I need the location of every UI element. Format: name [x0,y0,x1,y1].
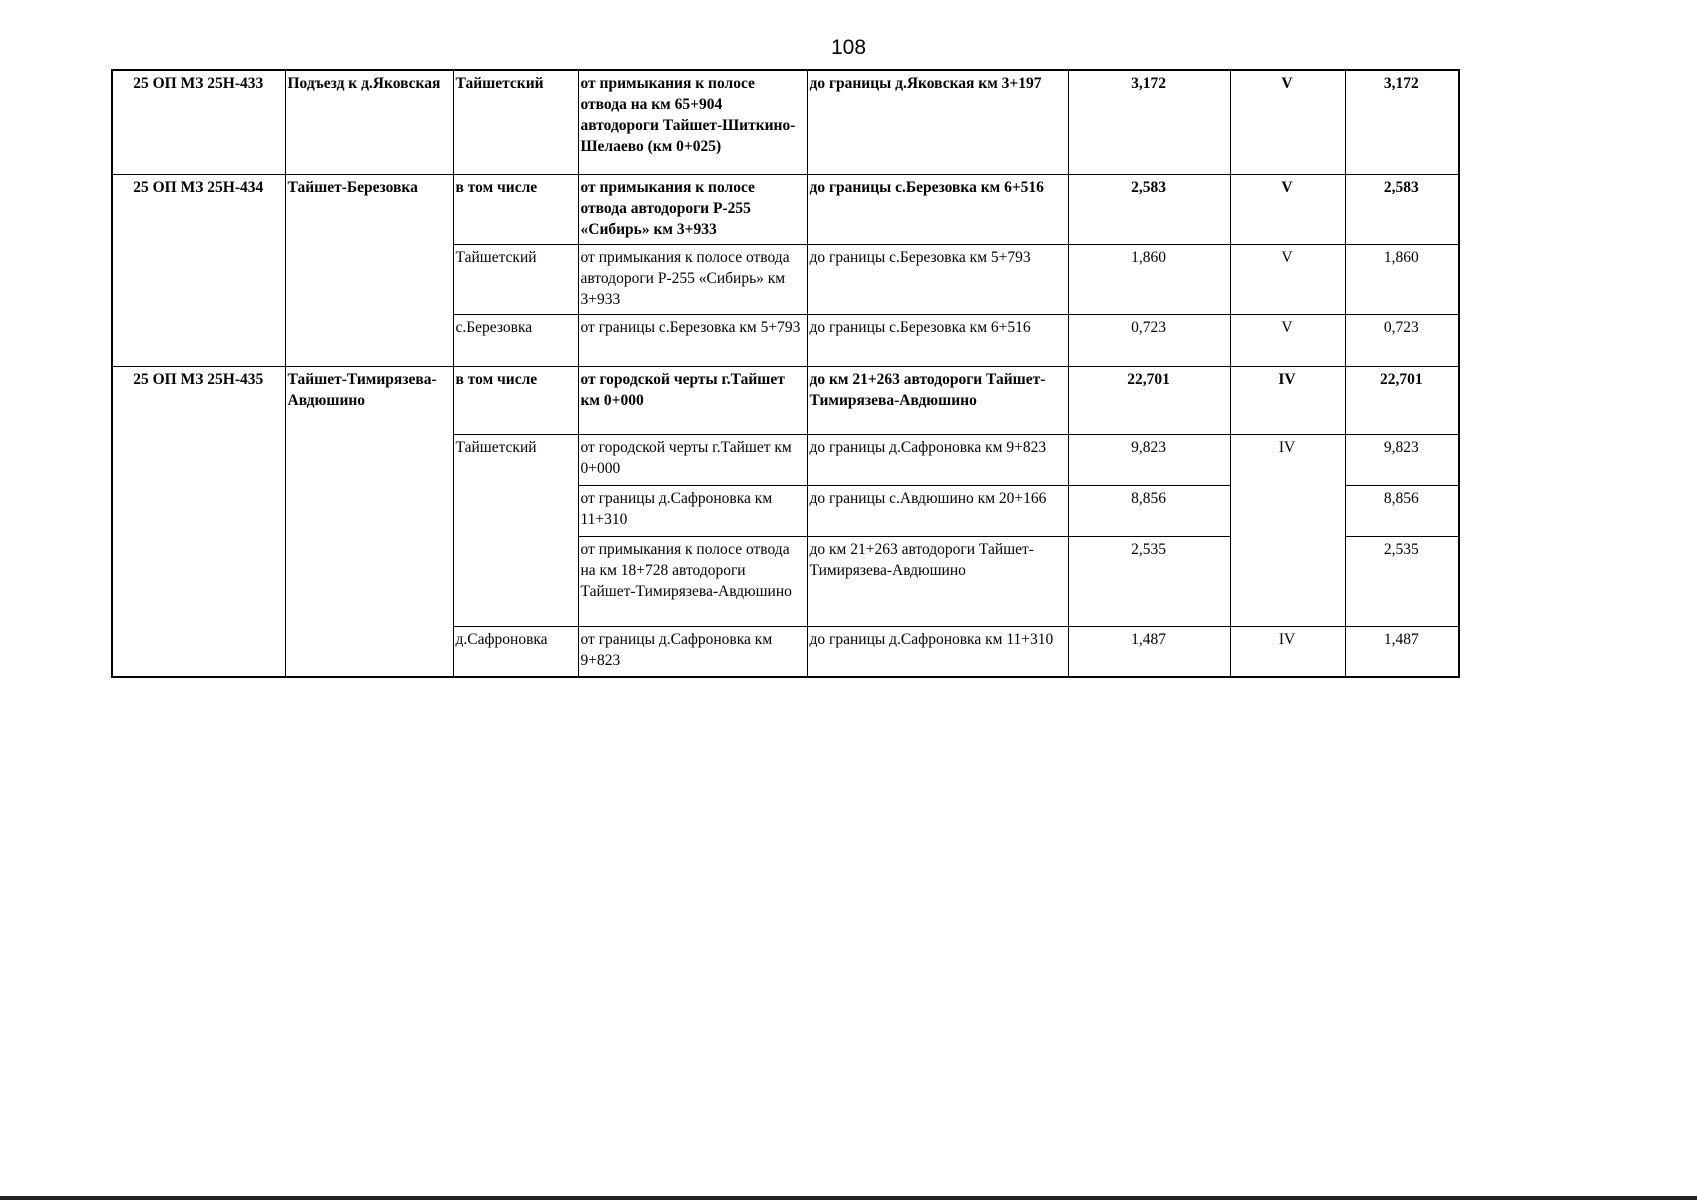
to-cell: до км 21+263 автодороги Тайшет-Тимирязева-Авдюшино [807,536,1068,626]
to-cell: до границы д.Яковская км 3+197 [807,70,1068,174]
from-cell: от примыкания к полосе отвода на км 65+904 автодороги Тайшет-Шиткино-Шелаево (км 0+025) [578,70,807,174]
page-number: 108 [830,36,867,59]
road-id-cell: 25 ОП МЗ 25Н-433 [112,70,285,174]
total-cell: 2,535 [1345,536,1459,626]
category-cell: V [1230,70,1345,174]
district-cell: в том числе [453,174,578,244]
length-cell: 9,823 [1068,434,1230,485]
from-cell: от границы д.Сафроновка км 9+823 [578,626,807,677]
category-cell: IV [1230,434,1345,626]
from-cell: от примыкания к полосе отвода автодороги Р-255 «Сибирь» км 3+933 [578,174,807,244]
district-cell: Тайшетский [453,434,578,626]
total-cell: 1,487 [1345,626,1459,677]
total-cell: 1,860 [1345,244,1459,314]
length-cell: 2,535 [1068,536,1230,626]
page-bottom-edge [0,1196,1697,1200]
road-id-cell: 25 ОП МЗ 25Н-434 [112,174,285,366]
to-cell: до границы д.Сафроновка км 11+310 [807,626,1068,677]
from-cell: от городской черты г.Тайшет км 0+000 [578,434,807,485]
total-cell: 9,823 [1345,434,1459,485]
to-cell: до км 21+263 автодороги Тайшет-Тимирязева-Авдюшино [807,366,1068,434]
from-cell: от городской черты г.Тайшет км 0+000 [578,366,807,434]
road-id-cell: 25 ОП МЗ 25Н-435 [112,366,285,677]
total-cell: 8,856 [1345,485,1459,536]
length-cell: 1,487 [1068,626,1230,677]
road-name-cell: Подъезд к д.Яковская [285,70,453,174]
district-cell: Тайшетский [453,70,578,174]
length-cell: 1,860 [1068,244,1230,314]
length-cell: 3,172 [1068,70,1230,174]
table-row [112,366,1459,434]
category-cell: V [1230,314,1345,366]
district-cell: с.Березовка [453,314,578,366]
total-cell: 22,701 [1345,366,1459,434]
from-cell: от примыкания к полосе отвода на км 18+728 автодороги Тайшет-Тимирязева-Авдюшино [578,536,807,626]
from-cell: от границы д.Сафроновка км 11+310 [578,485,807,536]
to-cell: до границы с.Авдюшино км 20+166 [807,485,1068,536]
length-cell: 0,723 [1068,314,1230,366]
district-cell: в том числе [453,366,578,434]
category-cell: IV [1230,366,1345,434]
to-cell: до границы с.Березовка км 6+516 [807,174,1068,244]
table-row [112,70,1459,174]
roads-table [111,69,1460,678]
from-cell: от примыкания к полосе отвода автодороги Р-255 «Сибирь» км 3+933 [578,244,807,314]
category-cell: IV [1230,626,1345,677]
category-cell: V [1230,244,1345,314]
road-name-cell: Тайшет-Тимирязева-Авдюшино [285,366,453,677]
from-cell: от границы с.Березовка км 5+793 [578,314,807,366]
total-cell: 3,172 [1345,70,1459,174]
length-cell: 22,701 [1068,366,1230,434]
length-cell: 2,583 [1068,174,1230,244]
district-cell: д.Сафроновка [453,626,578,677]
category-cell: V [1230,174,1345,244]
to-cell: до границы с.Березовка км 5+793 [807,244,1068,314]
road-name-cell: Тайшет-Березовка [285,174,453,366]
table-row [112,174,1459,244]
to-cell: до границы д.Сафроновка км 9+823 [807,434,1068,485]
total-cell: 0,723 [1345,314,1459,366]
to-cell: до границы с.Березовка км 6+516 [807,314,1068,366]
district-cell: Тайшетский [453,244,578,314]
length-cell: 8,856 [1068,485,1230,536]
total-cell: 2,583 [1345,174,1459,244]
